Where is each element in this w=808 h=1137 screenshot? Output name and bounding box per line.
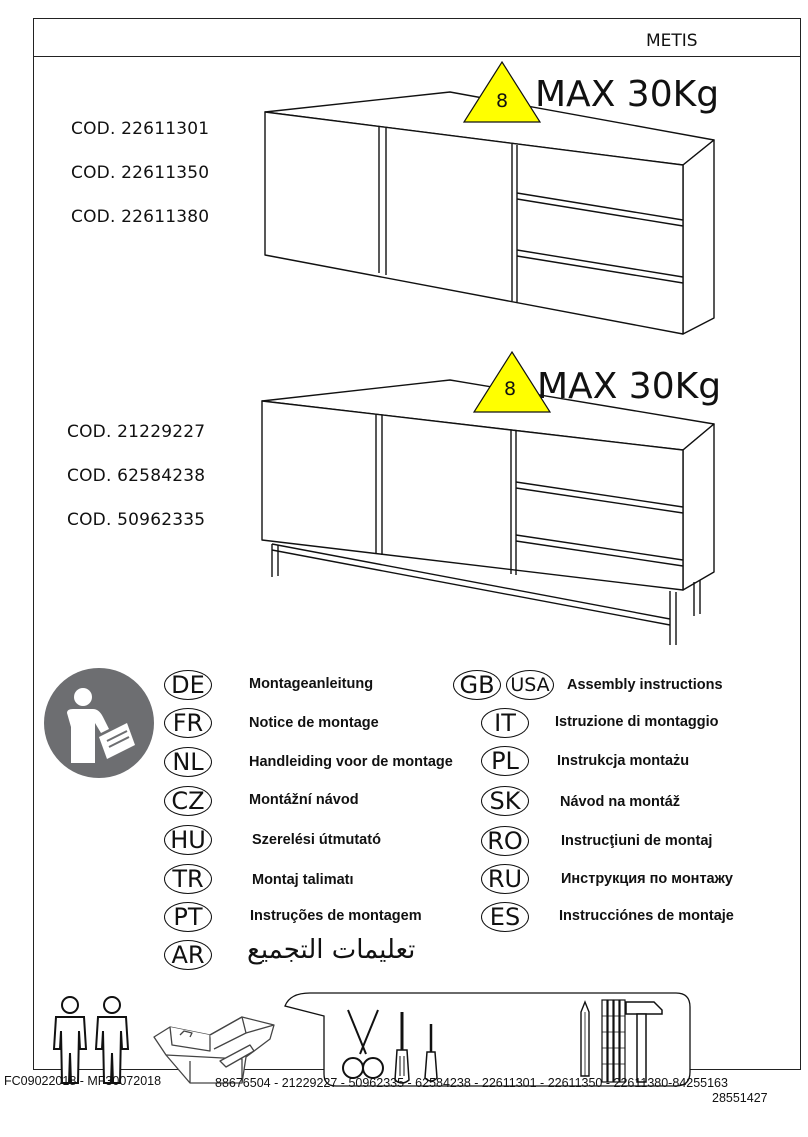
lang-label-ar: تعليمات التجميع bbox=[247, 935, 416, 965]
lang-label-sk: Návod na montáž bbox=[560, 794, 681, 810]
footer-article-codes: 88676504 - 21229227 - 50962335 - 62584238 - 22611301 - 22611350 - 22611380-84255163 bbox=[215, 1076, 728, 1090]
lang-label-fr: Notice de montage bbox=[249, 715, 379, 731]
footer-article-codes-2: 28551427 bbox=[712, 1091, 768, 1105]
lang-badge-fr: FR bbox=[164, 708, 212, 738]
lang-label-es: Instrucciónes de montaje bbox=[559, 908, 734, 924]
lang-badge-ro: RO bbox=[481, 826, 529, 856]
max-load-label: MAX 30Kg bbox=[537, 366, 722, 407]
lang-badge-sk: SK bbox=[481, 786, 529, 816]
lang-label-tr: Montaj talimatı bbox=[252, 872, 354, 888]
product-code: COD. 62584238 bbox=[67, 466, 206, 486]
lang-badge-de: DE bbox=[164, 670, 212, 700]
lang-badge-nl: NL bbox=[164, 747, 212, 777]
product-code: COD. 22611350 bbox=[71, 163, 210, 183]
lang-label-de: Montageanleitung bbox=[249, 676, 374, 692]
lang-badge-hu: HU bbox=[164, 825, 212, 855]
lang-badge-it: IT bbox=[481, 708, 529, 738]
product-title: METIS bbox=[646, 31, 698, 51]
lang-badge-cz: CZ bbox=[164, 786, 212, 816]
lang-badge-pt: PT bbox=[164, 902, 212, 932]
folding-rule-icon bbox=[600, 998, 626, 1084]
product-code: COD. 22611380 bbox=[71, 207, 210, 227]
lang-label-it: Istruzione di montaggio bbox=[555, 714, 719, 730]
lang-badge-ru: RU bbox=[481, 864, 529, 894]
lang-label-pl: Instrukcja montażu bbox=[557, 753, 690, 769]
lang-label-gb: Assembly instructions bbox=[567, 677, 723, 693]
lang-badge-es: ES bbox=[481, 902, 529, 932]
warning-number: 8 bbox=[495, 90, 509, 112]
lang-badge-tr: TR bbox=[164, 864, 212, 894]
warning-number: 8 bbox=[503, 378, 517, 400]
lang-label-ru: Инструкция по монтажу bbox=[561, 871, 733, 887]
screwdriver-icon bbox=[392, 1010, 412, 1086]
lang-label-nl: Handleiding voor de montage bbox=[249, 754, 453, 770]
lang-label-hu: Szerelési útmutató bbox=[252, 832, 381, 848]
max-load-label: MAX 30Kg bbox=[535, 74, 720, 115]
pencil-icon bbox=[578, 1000, 592, 1080]
scissors-icon bbox=[340, 1008, 386, 1084]
lang-label-ro: Instrucţiuni de montaj bbox=[561, 833, 713, 849]
lang-badge-ar: AR bbox=[164, 940, 212, 970]
hammer-icon bbox=[624, 998, 664, 1084]
footer-revision-codes: FC09022018 - MF30072018 bbox=[4, 1074, 162, 1088]
lang-label-cz: Montážní návod bbox=[249, 792, 359, 808]
product-code: COD. 21229227 bbox=[67, 422, 206, 442]
lang-label-pt: Instruções de montagem bbox=[250, 908, 422, 924]
lang-badge-usa: USA bbox=[506, 670, 554, 700]
product-code: COD. 22611301 bbox=[71, 119, 210, 139]
product-code: COD. 50962335 bbox=[67, 510, 206, 530]
lang-badge-pl: PL bbox=[481, 746, 529, 776]
lang-badge-gb: GB bbox=[453, 670, 501, 700]
